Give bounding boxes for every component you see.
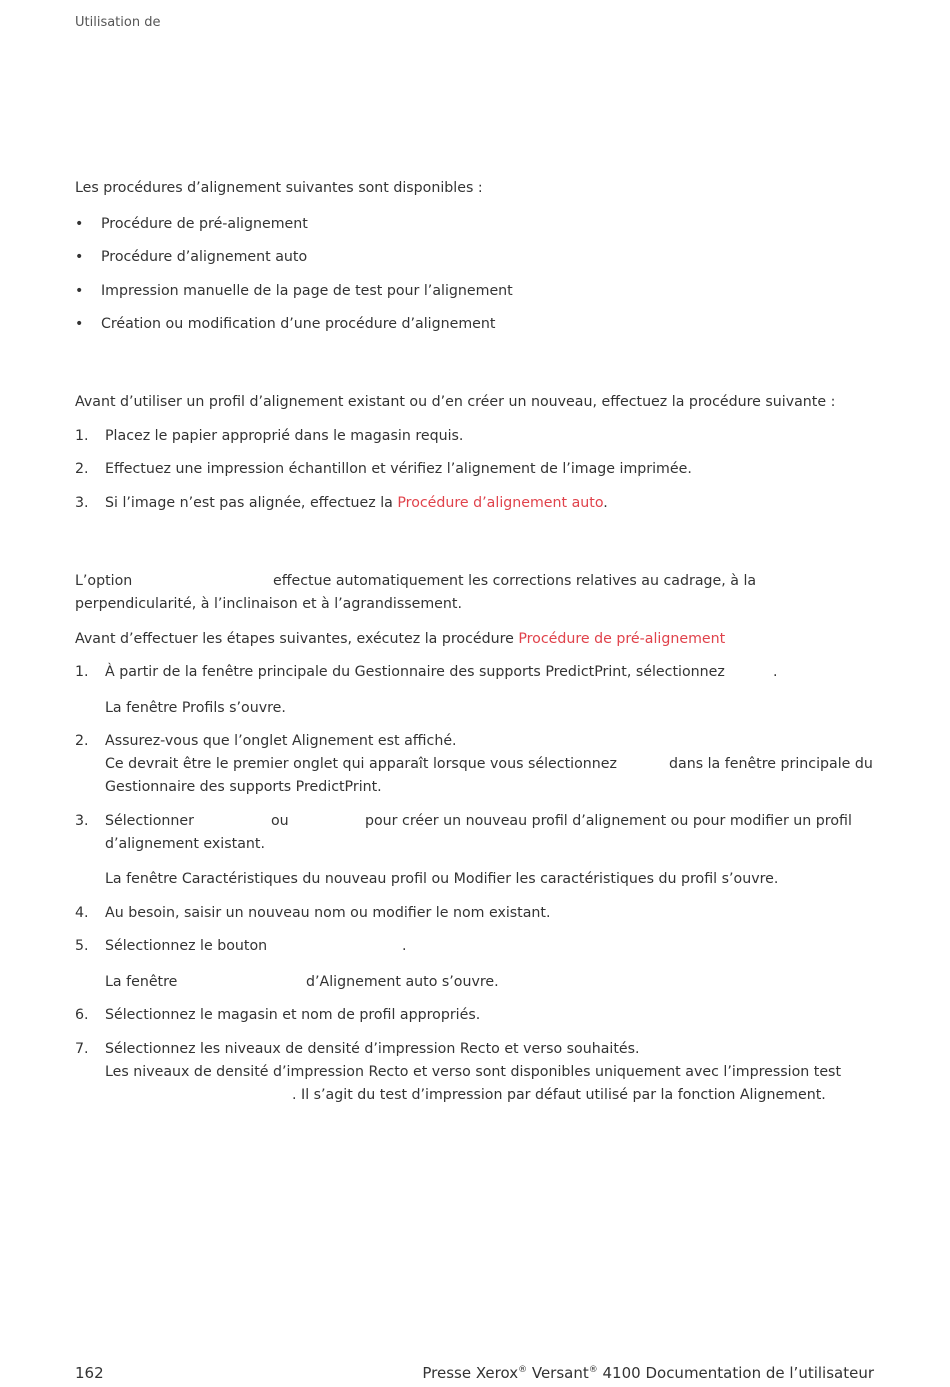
footer-document-title	[422, 1366, 874, 1381]
auto-step-3: Sélectionner	[105, 813, 194, 829]
auto-alignment-para-start: L’option	[75, 573, 133, 589]
auto-step-3-line2: d’alignement existant.	[105, 836, 265, 852]
auto-step-3-or: ou	[271, 813, 289, 829]
auto-step-5-result-cont: d’Alignement auto s’ouvre.	[306, 974, 499, 990]
auto-step-1: À partir de la fenêtre principale du Gestionnaire des supports PredictPrint, sélectionnez	[105, 664, 725, 680]
step-number: 5.	[75, 938, 89, 954]
auto-step-3-cont: pour créer un nouveau profil d’alignement ou pour modifier un profil	[365, 813, 852, 829]
bullet-marker: •	[75, 283, 84, 299]
pre-alignment-step-1: Placez le papier approprié dans le magasin requis.	[105, 428, 464, 444]
auto-step-2-note-line3: Gestionnaire des supports PredictPrint.	[105, 779, 382, 795]
pre-alignment-step-2: Effectuez une impression échantillon et vérifiez l’alignement de l’image imprimée.	[105, 461, 692, 477]
step-number: 1.	[75, 664, 89, 680]
registered-mark: ®	[518, 1365, 528, 1375]
intro-text: Les procédures d’alignement suivantes sont disponibles :	[75, 180, 483, 196]
footer-title-part: Versant	[527, 1364, 589, 1382]
running-header: Utilisation de	[75, 15, 161, 30]
auto-step-7-note-cont: . Il s’agit du test d’impression par défaut utilisé par la fonction Alignement.	[292, 1087, 826, 1103]
bullet-marker: •	[75, 216, 84, 232]
step-number: 2.	[75, 733, 89, 749]
step-text-end: .	[603, 495, 608, 511]
auto-step-1-end: .	[773, 664, 778, 680]
auto-step-1-result: La fenêtre Profils s’ouvre.	[105, 700, 286, 716]
auto-alignment-prerequisite	[75, 632, 725, 646]
auto-step-2-note: Ce devrait être le premier onglet qui apparaît lorsque vous sélectionnez	[105, 756, 617, 772]
bullet-marker: •	[75, 249, 84, 265]
pre-alignment-intro: Avant d’utiliser un profil d’alignement existant ou d’en créer un nouveau, effectuez la procédure suivante :	[75, 394, 836, 410]
bullet-item-manual-test-page: Impression manuelle de la page de test pour l’alignement	[101, 283, 513, 299]
auto-alignment-link[interactable]: Procédure d’alignement auto	[397, 495, 604, 511]
auto-step-4: Au besoin, saisir un nouveau nom ou modifier le nom existant.	[105, 905, 551, 921]
auto-step-5-end: .	[402, 938, 407, 954]
auto-alignment-para-line2: perpendicularité, à l’inclinaison et à l’agrandissement.	[75, 596, 462, 612]
footer-title-part: 4100 Documentation de l’utilisateur	[597, 1364, 874, 1382]
page-number: 162	[75, 1364, 104, 1382]
auto-step-5: Sélectionnez le bouton	[105, 938, 268, 954]
footer-title-part: Presse Xerox	[422, 1364, 519, 1382]
auto-step-7: Sélectionnez les niveaux de densité d’impression Recto et verso souhaités.	[105, 1041, 640, 1057]
pre-alignment-step-3	[105, 496, 608, 510]
auto-step-3-result: La fenêtre Caractéristiques du nouveau profil ou Modifier les caractéristiques du profil s’ouvre.	[105, 871, 779, 887]
auto-step-2: Assurez-vous que l’onglet Alignement est affiché.	[105, 733, 457, 749]
bullet-marker: •	[75, 316, 84, 332]
step-number: 3.	[75, 495, 89, 511]
registered-mark: ®	[588, 1365, 598, 1375]
step-number: 6.	[75, 1007, 89, 1023]
prerequisite-text: Avant d’effectuer les étapes suivantes, exécutez la procédure	[75, 631, 519, 647]
bullet-item-create-modify: Création ou modification d’une procédure d’alignement	[101, 316, 496, 332]
step-number: 2.	[75, 461, 89, 477]
step-number: 7.	[75, 1041, 89, 1057]
step-number: 4.	[75, 905, 89, 921]
auto-step-5-result: La fenêtre	[105, 974, 178, 990]
step-number: 1.	[75, 428, 89, 444]
step-number: 3.	[75, 813, 89, 829]
step-text: Si l’image n’est pas alignée, effectuez la	[105, 495, 398, 511]
auto-alignment-para-cont: effectue automatiquement les corrections relatives au cadrage, à la	[273, 573, 757, 589]
bullet-item-pre-alignment: Procédure de pré-alignement	[101, 216, 308, 232]
bullet-item-auto-alignment: Procédure d’alignement auto	[101, 249, 308, 265]
auto-step-6: Sélectionnez le magasin et nom de profil appropriés.	[105, 1007, 481, 1023]
pre-alignment-link[interactable]: Procédure de pré-alignement	[518, 631, 726, 647]
auto-step-7-note: Les niveaux de densité d’impression Recto et verso sont disponibles uniquement avec l’impression test	[105, 1064, 842, 1080]
auto-step-2-note-cont: dans la fenêtre principale du	[669, 756, 873, 772]
